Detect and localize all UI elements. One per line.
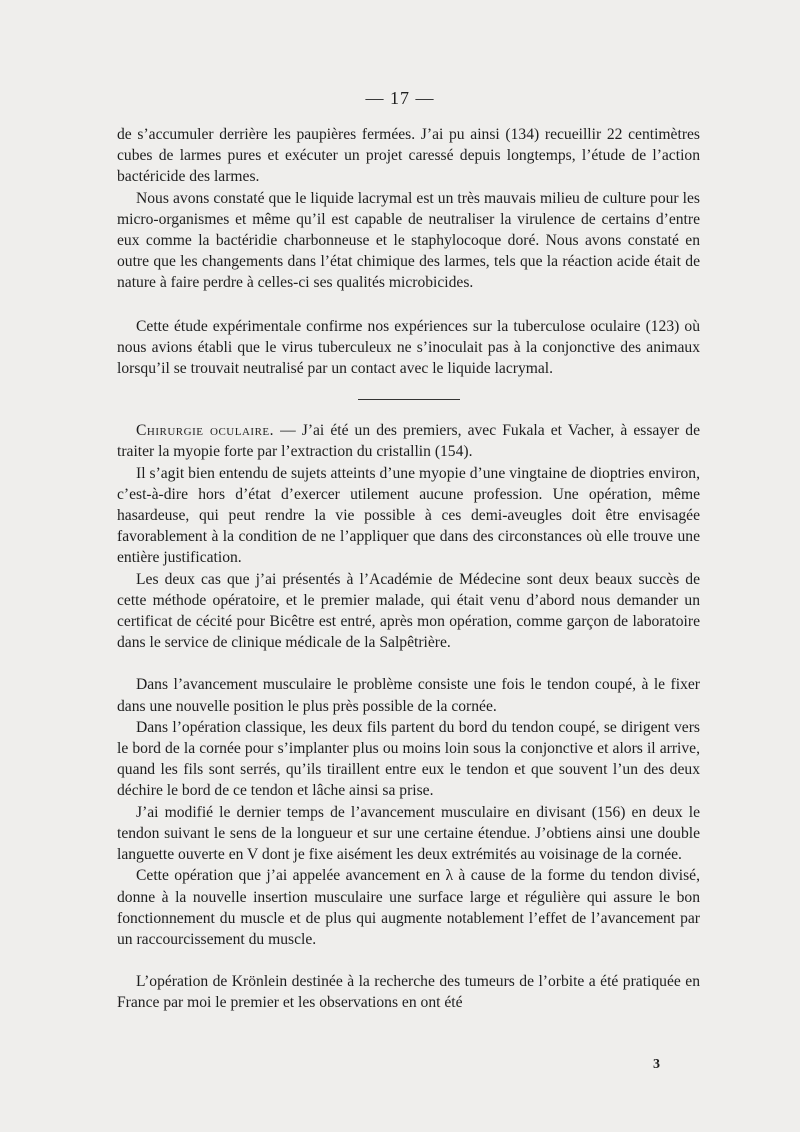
body-text — [117, 124, 700, 1014]
page-number: — 17 — — [365, 88, 435, 108]
paragraph: Cette étude expérimentale confirme nos expériences sur la tuberculose oculaire (123) où nous avions établi que le virus tuberculeux ne s’inoculait pas à la conjonctive des animaux lorsqu’il se trouvait neutralisé par un contact avec le liquide lacrymal. — [117, 317, 700, 378]
paragraph: de s’accumuler derrière les paupières fermées. J’ai pu ainsi (134) recueillir 22 centimètres cubes de larmes pures et exécuter un projet caressé depuis longtemps, l’étude de l’action bactéricide des larmes. — [117, 126, 700, 186]
paragraph-text: — J’ai été un des premiers, avec Fukala et Vacher, à essayer de traiter la myopie forte par l’extraction du cristallin (154). — [117, 422, 700, 461]
paragraph: Cette opération que j’ai appelée avancement en λ à cause de la forme du tendon divisé, donne à la nouvelle insertion musculaire une surface large et régulière qui assure le bon fonctionnement du muscle et de plus qui augmente notablement l’effet de l’avancement par un raccourcissement du muscle. — [117, 867, 700, 948]
signature-mark: 3 — [653, 1057, 660, 1072]
section-title: Chirurgie oculaire. — [136, 422, 275, 440]
paragraph: Les deux cas que j’ai présentés à l’Académie de Médecine sont deux beaux succès de cette méthode opératoire, et le premier malade, qui était venu d’abord nous demander un certificat de cécité pour Bicêtre est entré, après mon opération, comme garçon de laboratoire dans le service de clinique médicale de la Salpêtrière. — [117, 570, 700, 652]
section-paragraph — [117, 420, 700, 462]
paragraph: Dans l’opération classique, les deux fils partent du bord du tendon coupé, se dirigent vers le bord de la cornée pour s’implanter plus ou moins loin sous la conjonctive et alors il arrive, quand les fils sont serrés, qu’ils tiraillent entre eux le tendon et que souvent l’un des deux déchire le bord de ce tendon et lâche ainsi sa prise. — [117, 718, 700, 800]
paragraph: L’opération de Krönlein destinée à la recherche des tumeurs de l’orbite a été pratiquée en France par moi le premier et les observations en ont été — [117, 973, 700, 1012]
paragraph: Il s’agit bien entendu de sujets atteints d’une myopie d’une vingtaine de dioptries environ, c’est-à-dire hors d’état d’exercer utilement aucune profession. Une opération, même hasardeuse, qui peut rendre la vie possible à ces demi-aveugles doit être envisagée favorablement à la condition de ne l’appliquer que dans des circonstances où elle trouve une entière justification. — [117, 464, 700, 567]
paragraph: J’ai modifié le dernier temps de l’avancement musculaire en divisant (156) en deux le tendon suivant le sens de la longueur et sur une certaine étendue. J’obtiens ainsi une double languette ouverte en V dont je fixe aisément les deux extrémités au voisinage de la cornée. — [117, 803, 700, 864]
paragraph: Nous avons constaté que le liquide lacrymal est un très mauvais milieu de culture pour les micro-organismes et même qu’il est capable de neutraliser la virulence de certains d’entre eux comme la bactéridie charbonneuse et le staphylocoque doré. Nous avons constaté en outre que les changements dans l’état chimique des larmes, tels que la réaction acide était de nature à faire perdre à celles-ci ses qualités microbicides. — [117, 189, 700, 292]
section-divider — [358, 399, 460, 400]
paragraph: Dans l’avancement musculaire le problème consiste une fois le tendon coupé, à le fixer dans une nouvelle position le plus près possible de la cornée. — [117, 676, 700, 715]
